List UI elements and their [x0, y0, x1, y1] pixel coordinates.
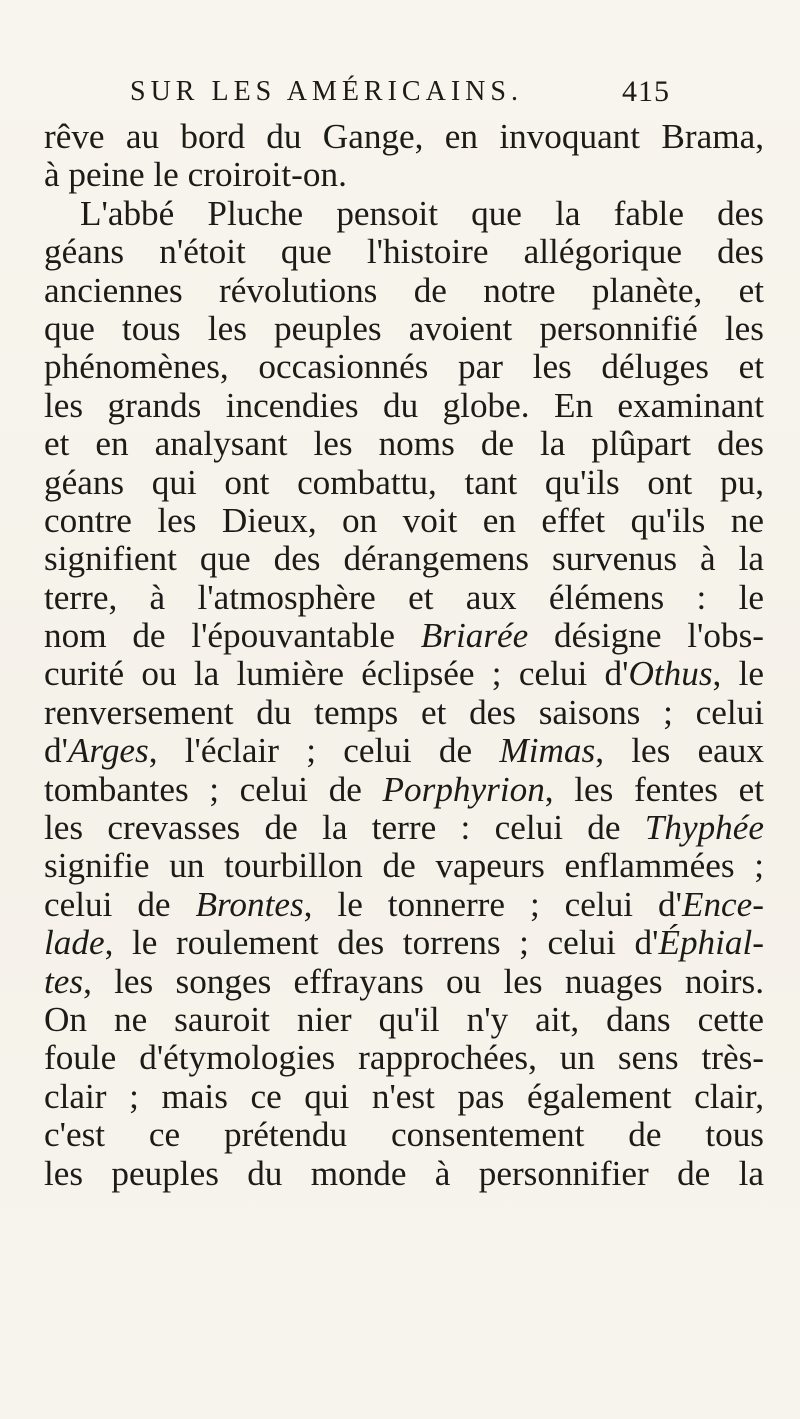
- text-line: contre les Dieux, on voit en effet qu'ils ne: [44, 500, 764, 540]
- page-number: 415: [622, 75, 670, 108]
- text-line: c'est ce prétendu consentement de tous: [44, 1115, 764, 1155]
- giant-name: Mimas: [499, 731, 596, 771]
- text-line: les peuples du monde à personnifier de la: [44, 1153, 764, 1193]
- giant-name: Porphyrion: [382, 769, 545, 809]
- text-line: anciennes révolutions de notre planète, et: [44, 270, 764, 310]
- text-line: géans qui ont combattu, tant qu'ils ont pu,: [44, 462, 764, 502]
- giant-name: Briarée: [420, 616, 529, 656]
- text-line: clair ; mais ce qui n'est pas également clair,: [44, 1076, 764, 1116]
- giant-name: Éphial-: [658, 923, 764, 963]
- text-line: tombantes ; celui de Porphyrion, les fentes et: [44, 769, 764, 809]
- text-line: lade, le roulement des torrens ; celui d'Éphial-: [44, 923, 764, 963]
- text-line: rêve au bord du Gange, en invoquant Brama,: [44, 117, 764, 156]
- text-line: à peine le croiroit-on.: [44, 155, 347, 195]
- giant-name: Arges: [67, 731, 149, 771]
- text-line: celui de Brontes, le tonnerre ; celui d'Ence-: [44, 884, 764, 924]
- giant-name: tes: [44, 961, 84, 1001]
- text-line: terre, à l'atmosphère et aux élémens : le: [44, 577, 764, 617]
- text-line: phénomènes, occasionnés par les déluges et: [44, 347, 764, 387]
- text-line: tes, les songes effrayans ou les nuages noirs.: [44, 961, 764, 1001]
- text-line: foule d'étymologies rapprochées, un sens très-: [44, 1038, 764, 1078]
- text-line: On ne sauroit nier qu'il n'y ait, dans cette: [44, 999, 764, 1039]
- text-line: curité ou la lumière éclipsée ; celui d'Othus, le: [44, 654, 764, 694]
- text-line: renversement du temps et des saisons ; celui: [44, 692, 764, 732]
- running-head-title: SUR LES AMÉRICAINS.: [130, 76, 523, 107]
- body-text: [44, 118, 764, 1193]
- text-line: géans n'étoit que l'histoire allégorique des: [44, 232, 764, 272]
- text-line: nom de l'épouvantable Briarée désigne l'obs-: [44, 616, 764, 656]
- text-line: et en analysant les noms de la plûpart des: [44, 424, 764, 464]
- text-line: les crevasses de la terre : celui de Thyphée: [44, 808, 764, 848]
- giant-name: lade: [44, 923, 105, 963]
- text-line: signifie un tourbillon de vapeurs enflammées ;: [44, 846, 764, 886]
- text-line: signifient que des dérangemens survenus à la: [44, 539, 764, 579]
- text-line: les grands incendies du globe. En examinant: [44, 385, 764, 425]
- giant-name: Thyphée: [644, 808, 764, 848]
- running-head: [130, 72, 670, 112]
- giant-name: Ence-: [681, 884, 764, 924]
- text-line: d'Arges, l'éclair ; celui de Mimas, les eaux: [44, 731, 764, 771]
- giant-name: Brontes: [195, 884, 304, 924]
- text-line: que tous les peuples avoient personnifié les: [44, 308, 764, 348]
- text-line: L'abbé Pluche pensoit que la fable des: [80, 193, 764, 233]
- giant-name: Othus: [628, 654, 713, 694]
